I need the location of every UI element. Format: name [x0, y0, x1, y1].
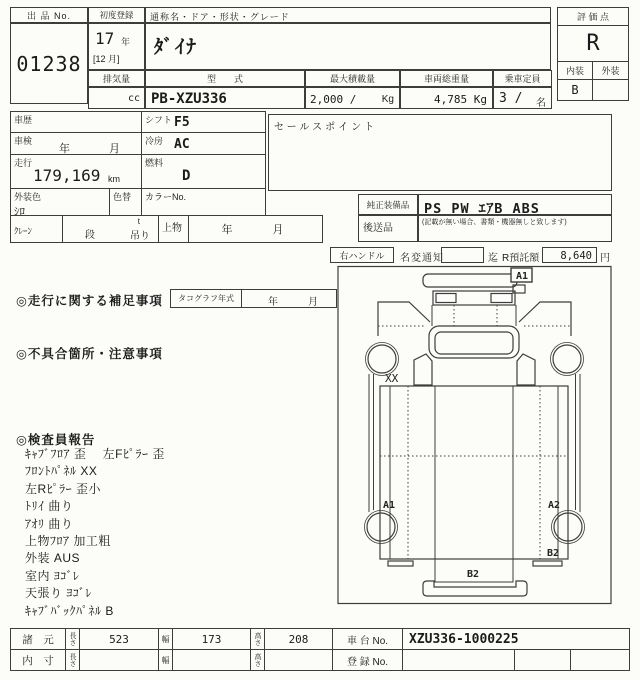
- diagram-frame: [338, 267, 611, 604]
- grade-value-cell: [558, 26, 628, 62]
- registration-value-cell-2: [514, 649, 571, 671]
- deposit-label: R預託額: [502, 253, 540, 264]
- lot-number-label-box: [10, 7, 88, 23]
- shift-value: F5: [174, 115, 190, 130]
- dims-label: 諸 元: [22, 633, 54, 646]
- vehicle-damage-diagram: [337, 264, 613, 606]
- crane-label: ｸﾚｰﾝ: [14, 226, 33, 236]
- history-label: 車歴: [14, 115, 33, 125]
- length-value: 523: [109, 632, 129, 646]
- inspector-report-item: 天張り ﾖｺﾞﾚ: [25, 586, 92, 601]
- registration-value-cell-1: [402, 649, 515, 671]
- gross-weight-value-box: [400, 87, 493, 109]
- height-tag: 高さ: [254, 632, 261, 646]
- bed-inner-lines: [435, 386, 513, 559]
- first-registration-label-box: [88, 7, 145, 23]
- inspector-report-item: 室内 ﾖｺﾞﾚ: [25, 568, 80, 583]
- inner-length-tag: 長さ: [69, 653, 76, 667]
- left-chassis-rail: [369, 374, 374, 512]
- aircon-value: AC: [174, 137, 190, 152]
- inspection-label: 車検: [14, 136, 33, 146]
- rear-right-mark: A2: [548, 500, 561, 511]
- width-value-cell: [172, 628, 251, 650]
- defect-title: ◎不具合箇所・注意事項: [16, 347, 163, 361]
- tachograph-value-box: [241, 289, 337, 308]
- rear-corner-mark: B2: [547, 548, 560, 559]
- name-change-label: 名変通知: [400, 253, 444, 264]
- front-panel-right-vent: [491, 294, 512, 303]
- equipment-label-box: [358, 194, 418, 215]
- rear-bumper: [423, 581, 527, 596]
- lot-number-label: 出 品 No.: [26, 10, 71, 21]
- inspector-report-item: ｷｬﾌﾞﾌﾛｱ 歪 左Fﾋﾟﾗｰ 歪: [25, 447, 165, 461]
- inspector-report-item: 左Rﾋﾟﾗｰ 歪小: [25, 481, 102, 496]
- left-fender: [378, 302, 430, 336]
- model-code-label-box: [145, 70, 305, 87]
- color-change-box: [109, 188, 142, 216]
- front-left-wheel: [368, 345, 396, 373]
- inner-dims-label-cell: [10, 649, 66, 671]
- inspector-report-item: ﾄﾘｲ 曲り: [25, 499, 74, 514]
- exterior-label-cell: [593, 62, 628, 80]
- inspector-report-title: ◎検査員報告: [16, 433, 96, 447]
- inner-width-value-cell: [172, 649, 251, 671]
- grade-value: R: [586, 31, 600, 56]
- first-registration-year-unit: 年: [121, 37, 131, 47]
- chassis-label-cell: [332, 628, 403, 650]
- shift-box: [141, 111, 266, 133]
- inner-height-tag: 高さ: [254, 653, 261, 667]
- capacity-label-box: [493, 70, 552, 87]
- cargo-bed: [380, 386, 568, 559]
- handle-box: [330, 247, 394, 263]
- inner-height-value-cell: [264, 649, 333, 671]
- windshield-inner: [435, 332, 513, 354]
- hood-dotted-lines: [454, 305, 497, 328]
- width-tag-cell-1: [158, 628, 173, 650]
- capacity-value: 3 /: [499, 91, 523, 106]
- color-no-label: カラーNo.: [145, 192, 187, 202]
- gross-weight-label: 車両総重量: [423, 74, 469, 84]
- width-tag: 幅: [161, 634, 170, 644]
- fuel-value: D: [182, 168, 191, 184]
- aircon-box: [141, 132, 266, 155]
- front-right-wheel: [553, 345, 581, 373]
- displacement-label-box: [88, 70, 145, 87]
- body-label-box: [158, 215, 189, 243]
- grade-label: 評 価 点: [576, 12, 609, 22]
- front-bumper: [423, 274, 517, 287]
- color-change-label: 色替: [113, 192, 132, 202]
- gross-weight-label-box: [400, 70, 493, 87]
- exterior-color-label: 外装色: [14, 192, 42, 202]
- crane-detail-box: [62, 215, 159, 243]
- aircon-label: 冷房: [145, 136, 164, 146]
- exterior-label: 外装: [601, 66, 620, 76]
- equipment-label: 純正装備品: [366, 199, 410, 210]
- rear-left-wheel: [367, 513, 395, 541]
- payload-value: 2,000 /: [310, 93, 357, 106]
- rear-left-tab: [388, 561, 413, 566]
- later-items-value-box: [418, 215, 612, 242]
- inner-dims-label: 内 寸: [22, 654, 54, 667]
- inspector-report-item: ﾌﾛﾝﾄﾊﾟﾈﾙ XX: [25, 464, 98, 479]
- vehicle-name-box: [145, 23, 551, 70]
- lot-number-box: [10, 23, 88, 104]
- height-value: 208: [288, 632, 309, 646]
- displacement-value-box: [88, 87, 145, 109]
- grade-title-cell: [558, 8, 628, 26]
- deposit-unit: 円: [600, 253, 610, 264]
- equipment-value: PS PW ｴｱB ABS: [424, 201, 540, 217]
- model-code-box: [145, 87, 305, 109]
- grade-box: [557, 7, 629, 101]
- exterior-color-value: ｼﾛ: [14, 206, 25, 218]
- capacity-value-box: [493, 87, 552, 109]
- front-panel-left-vent: [436, 294, 456, 303]
- registration-no-label: 登 録 No.: [346, 656, 389, 668]
- right-fender: [519, 302, 571, 336]
- chassis-no-value: XZU336-1000225: [409, 632, 519, 647]
- tachograph-value: 年 月: [268, 297, 328, 308]
- gross-weight-value: 4,785 Kg: [434, 93, 487, 106]
- vehicle-name-label-box: [145, 7, 551, 23]
- mileage-note-title: ◎走行に関する補足事項: [16, 294, 163, 308]
- front-left-mark: XX: [385, 372, 399, 385]
- name-change-value-box: [441, 247, 484, 263]
- first-registration-label: 初度登録: [99, 10, 134, 20]
- capacity-label: 乗車定員: [504, 74, 541, 84]
- inspector-report-item: ｷｬﾌﾞﾊﾞｯｸﾊﾟﾈﾙ B: [25, 603, 114, 618]
- inspection-value: 年 月: [59, 143, 134, 155]
- displacement-unit: cc: [127, 93, 140, 104]
- inner-length-value-cell: [79, 649, 159, 671]
- payload-unit: Kg: [381, 94, 394, 105]
- first-registration-year: 17: [95, 29, 115, 48]
- length-tag-cell-2: [65, 649, 80, 671]
- crane-box: [10, 215, 63, 243]
- first-registration-month: [12 月]: [93, 54, 120, 64]
- height-tag-cell-1: [250, 628, 265, 650]
- registration-label-cell: [332, 649, 403, 671]
- shift-label: シフト: [145, 115, 173, 125]
- mileage-value: 179,169: [33, 166, 101, 185]
- body-value-box: [188, 215, 323, 243]
- crane-ton-label: t: [137, 217, 140, 226]
- displacement-label: 排気量: [102, 74, 130, 84]
- body-value: 年 月: [221, 224, 290, 236]
- bed-side-rails: [390, 386, 561, 559]
- payload-label: 最大積載量: [329, 74, 375, 84]
- exterior-value-cell: [593, 80, 628, 100]
- length-tag-cell-1: [65, 628, 80, 650]
- first-registration-box: [88, 23, 145, 70]
- height-tag-cell-2: [250, 649, 265, 671]
- crane-lift-label: 吊り: [130, 231, 150, 242]
- inspector-report-item: ｱｵﾘ 曲り: [25, 516, 74, 531]
- vehicle-name-value: ﾀﾞｲﾅ: [154, 37, 199, 58]
- bed-dotted-verticals: [408, 386, 540, 559]
- handle-value: 右ハンドル: [339, 250, 385, 261]
- interior-value-cell: [558, 80, 593, 100]
- right-door-glass: [517, 354, 535, 385]
- deposit-value-box: [542, 247, 597, 263]
- later-items-label: 後送品: [363, 223, 393, 234]
- deposit-value: 8,640: [560, 250, 592, 262]
- rear-center-mark: B2: [467, 569, 480, 580]
- front-mark: A1: [516, 271, 529, 282]
- left-door-glass: [414, 354, 432, 385]
- inspector-report-item: 上物ﾌﾛｱ 加工粗: [25, 534, 111, 549]
- fuel-box: [141, 154, 266, 189]
- inner-width-tag: 幅: [161, 655, 170, 665]
- cab-side-lines: [432, 305, 516, 326]
- inspector-report-list: [25, 446, 325, 620]
- sales-point-label: セールスポイント: [274, 122, 378, 133]
- history-box: [10, 111, 142, 133]
- capacity-unit: 名: [536, 98, 546, 109]
- mileage-unit: km: [108, 174, 120, 184]
- rear-right-tab: [533, 561, 562, 566]
- color-no-box: [141, 188, 266, 216]
- width-value: 173: [201, 632, 222, 646]
- later-items-label-box: [358, 215, 418, 242]
- until-label: 迄: [488, 253, 498, 264]
- equipment-value-box: [418, 194, 612, 215]
- body-label: 上物: [162, 223, 182, 234]
- inspector-report-item: 外装 AUS: [25, 551, 81, 566]
- model-code-label: 型 式: [206, 74, 243, 84]
- height-value-cell: [264, 628, 333, 650]
- mileage-label: 走行: [14, 158, 33, 168]
- length-value-cell: [79, 628, 159, 650]
- lot-number-value: 01238: [16, 51, 82, 76]
- registration-value-cell-3: [570, 649, 630, 671]
- chassis-no-label: 車 台 No.: [346, 635, 389, 647]
- width-tag-cell-2: [158, 649, 173, 671]
- inspection-box: [10, 132, 142, 155]
- exterior-color-box: [10, 188, 110, 216]
- interior-label: 内装: [565, 66, 584, 76]
- tachograph-label-box: [170, 289, 242, 308]
- vehicle-name-label: 通称名・ドア・形状・グレード: [150, 12, 290, 22]
- payload-value-box: [305, 87, 400, 109]
- right-chassis-rail: [576, 374, 581, 512]
- rear-left-mark: A1: [383, 500, 396, 511]
- fuel-label: 燃料: [145, 158, 164, 168]
- sales-point-box: [268, 114, 612, 191]
- interior-label-cell: [558, 62, 593, 80]
- payload-label-box: [305, 70, 400, 87]
- windshield-outer: [429, 326, 519, 358]
- crane-stage-label: 段: [85, 230, 95, 241]
- tachograph-label: タコグラフ年式: [178, 294, 234, 303]
- mileage-box: [10, 154, 142, 189]
- interior-grade-value: B: [571, 83, 579, 97]
- model-code-value: PB-XZU336: [151, 91, 227, 107]
- dims-label-cell: [10, 628, 66, 650]
- later-items-note: (記載が無い場合、書類・機器無しと致します): [422, 219, 567, 226]
- length-tag: 長さ: [69, 632, 76, 646]
- chassis-value-cell: [402, 628, 630, 650]
